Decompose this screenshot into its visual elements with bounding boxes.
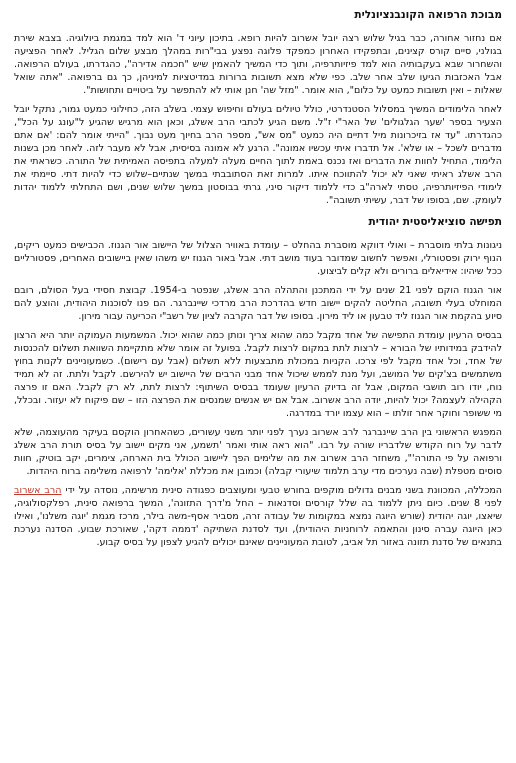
- section-heading-jewish-socialist: תפישה סוציאליסטית יהודית: [368, 216, 502, 228]
- paragraph: לאחר הלימודים המשיך במסלול הסטנדרטי, כולל טיולים בעולם וחיפוש עצמי. בשלב הזה, כחילוני כמעט גמור, נתקל יובל הצעיר בספר 'שער הגלגולים' של האר"י ז"ל. משם הגיע לכתבי הרב אשלג, וכאן הוא מרגיש שהגיע ל"עונג על הכל", כהגדרתו. "עד אז בזיכרונות מיל דתיים היה כמעט "מס אש", מספר הרב בחיוך מעט נבוך. "הייתי אומר להם: 'אם אתם מדברים לשכל – או שלא'. אל תדברו איתי עכשיו אמונה". הרגע לא אמונה בסיסית, אבל לא מעבר לזה. לאחר מכן בשנות הלימוד, התחיל לחוות את הדברים ואז נכנס באמת לתוך החיים מעלה למעלה בתפיסה האמיתית של התורה. כשראתי את הרב אשלג ראיתי שאני לא יכול להתווכח איתו. למרות זאת הסתובבתי במשך שנתיים–שלוש כדי להיות דתי. סיימתי את לימודי הפיזיותרפיה, טסתי לארה"ב כדי ללמוד דיקור סיני, גרתי בבוסטון במשך שלוש שנים, ושם התחלתי ללמוד יהדות לעומק. שם, בסופו של דבר, עשיתי תשובה".: [14, 104, 502, 206]
- paragraph: אור הגנוז הוקם לפני 21 שנים על ידי המתכנן והתהלה הרב אשלג, שנפטר ב-1954. קבוצת חסידי בעל הסולם, רובם המוחלט בעלי תשובה, החליטה להקים יישוב חדש בהדרכת הרב מרדכי שיינברגר. הם פנו לסוכנות היהודית, והוצע להם סיוע בהקמת אור הגנוז ליד טבעון או ליד מירון. בסופו של דבר הקרבה לציון של רשב"י הכריעה עבור מירון.: [14, 285, 502, 322]
- paragraph: אם נחזור אחורה, כבר בגיל שלוש רצה יובל אשרוב להיות רופא. בתיכון עיוני ד' הוא למד במגמת ביולוגיה. בצבא שירת בגולני, סיים קורס קצינים, ובתפקידו האחרון כמפקד פלוגה נפצע בבי"רות במהלך מבצע שלום הגליל. לאחר הפציעה והשחרור שבא בעקבותיה הוא למד פיזיותרפיה, ותוך כדי המשיך להאמין שיש "חכמה אדירה", כהגדרתו, בעולם הרפואה. אבל האכזבות הגיעו שלב אחר שלב. כפי שלא מצא תשובות ברורות במדיטציות למיניהן, כך גם ברפואה. "אתה שואל שאלות – ואין תשובות כמעט על כלום", הוא אומר. "מזל שה' חנן אותי לא להתפשר על ביטויים ותחושות".: [14, 33, 502, 96]
- author-name-link[interactable]: הרב אשרוב: [14, 485, 62, 496]
- paragraph: בבסיס הרעיון עומדת התפישה של אחד מקבל כמה שהוא צריך ונותן כמה שהוא יכול. המשמעות העמוקה יותר היא הרצון להידבק במידותיו של הבורא – לרצות לתת במקום לרצות לקבל. בפועל זה אומר שלא מתקיימת השוואת תשלום להכנסות של אחד, וכל אחד מקבל לפי צרכו. הקניות במכולת מתבצעות ללא תשלום (אבל עם רישום). כשמעוניינים לקנות בחוץ משתמשים בצ'קים של המושב, ועל מנת לממש שיכול אחד מבני הרבים של היישוב יש להירשם. לקבל ולתת. זה לא תמיד נוח, יודו רוב תושבי המקום, אבל זה בדיוק הרעיון שעומד בבסיס השיתוף: לרצות לתת, לא רק לקבל. האם זו פרצה הקהילה לעצמה? יכול להיות, יודה הרב אשרוב. אבל אם יש אנשים שמנסים את הפרצה הזו – שם פיקוח לא יעזור. ובכלל, מי ששופר וחוקר אחר זולתו – הוא עצמו יורד במדרגה.: [14, 330, 502, 419]
- paragraph-with-link: המכללה, המכוונת בשני מבנים גדולים מוקפים בחורש טבעי ומעוצבים כפגודה סינית מרשימה, נוסדה על ידי הרב אשרוב לפני 8 שנים. כיום ניתן ללמוד בה שלל קורסים וסדנאות – החל מ'דרך התזונה', המשך ברפואה סינית, רפלקסולוגיה, שיאצו, יוגה יהודית (שורש היוגה נמצא במקומות של עבודה זרה, מסביר אסף-משה בילר, מרכז מגמת 'יוגה משלנו', ואילו כאן היוגה עברה סינון והתאמה לרוחניות היהודית), ועד לסדנת השתיקה 'דממה דקה', שאורכת שבוע. הסדנה נערכת בתנאים של סדנת תזונה באזור תל אביב, לטובת המעוניינים שאינם יכולים להגיע לצפון על בסיס קבוע.: [14, 485, 503, 548]
- paragraph: המפגש הראשוני בין הרב שיינברגר לרב אשרוב נערך לפני יותר משני עשורים, כשהאחרון הוקסם בעיקר מהעוצמה, שלא לדבר על רוח הקודש שלדבריו שורה על רבו. "הוא ראה אותי ואמר 'תשמע, אני מקים יישוב על בסיס תורת הרב אשלג ורפואה על פי התורה'", משחזר הרב אשרוב את מה שלימים הפך ליישוב הכולל בית הארחה, צימרים, יקב בוטיק, חוות סוסים מטפלת (שבה נערכים מדי ערב תלמוד שיעורי קבלה) וכמובן את מכללת 'אלימה' לרפואה משלימה ברוח היהדות.: [14, 427, 502, 477]
- section-heading-conventional-medicine: מבוכת הרפואה הקונבנציונלית: [354, 9, 502, 21]
- paragraph: ניגונות בלתי מוסברת – ואולי דווקא מוסברת בהחלט – עומדת באוויר הצלול של היישוב אור הגנוז. הכבישים כמעט ריקים, הנוף ירוק ופסטורלי, ואפשר לחשוב שמדובר בעוד מושב דתי. אבל באור הגנוז יש משהו שאין ביישובים האחרים, פסטורליים ככל שיהיו: אידיאלים ברורים ולא קלים לביצוע.: [14, 240, 502, 277]
